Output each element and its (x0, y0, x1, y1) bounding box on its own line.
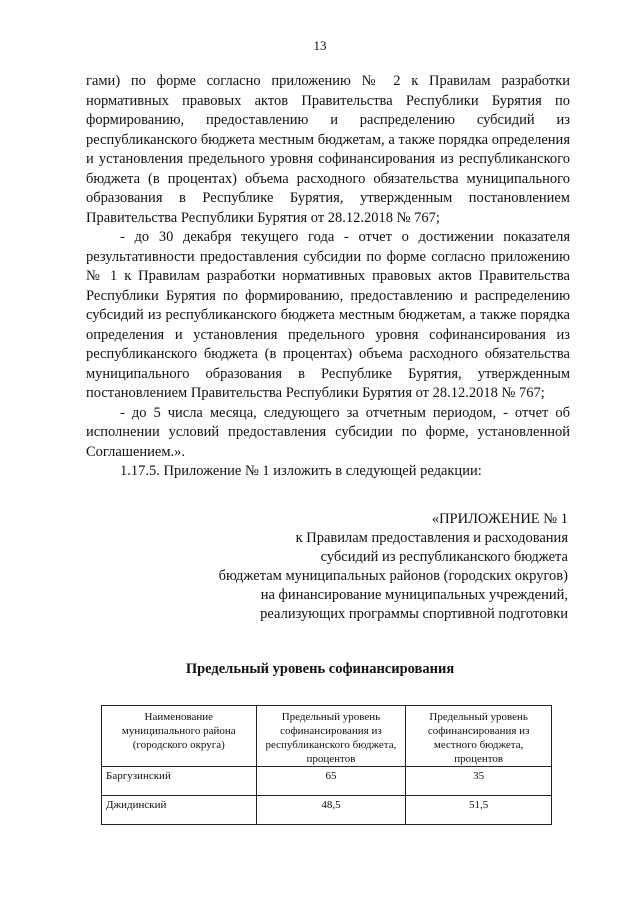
table-header-row (102, 706, 552, 767)
cell-republic-share: 48,5 (256, 796, 406, 825)
header-local-share: Предельный уровень софинансирования из местного бюджета, процентов (406, 706, 552, 767)
appendix-line-6: реализующих программы спортивной подготовки (260, 606, 568, 622)
appendix-line-3: субсидий из республиканского бюджета (320, 549, 568, 565)
paragraph-1: гами) по форме согласно приложению № 2 к Правилам разработки нормативных правовых актов Правительства Республики Бурятия по формированию, предоставлению и распределению субсидий из республиканского бюджета местным бюджетам, а также порядка определения и установления предельного уровня софинансирования из республиканского бюджета (в процентах) объема расходного обязательства муниципального образования в Республике Бурятия, утвержденным постановлением Правительства Республики Бурятия от 28.12.2018 № 767; (86, 73, 570, 226)
cofinancing-table (101, 705, 552, 825)
table-title: Предельный уровень софинансирования (185, 661, 455, 677)
body-text (86, 72, 570, 482)
cell-local-share: 51,5 (406, 796, 552, 825)
cell-municipality: Джидинский (102, 796, 257, 825)
appendix-line-2: к Правилам предоставления и расходования (295, 530, 568, 546)
table-row (102, 796, 552, 825)
appendix-line-1: «ПРИЛОЖЕНИЕ № 1 (431, 511, 568, 527)
appendix-line-5: на финансирование муниципальных учреждений, (260, 587, 568, 603)
table-row (102, 767, 552, 796)
paragraph-2: - до 30 декабря текущего года - отчет о достижении показателя результативности предоставления субсидии по форме согласно приложению № 1 к Правилам разработки нормативных правовых актов Правительства Республики Бурятия по формированию, предоставлению и распределению субсидий из республиканского бюджета местным бюджетам, а также порядка определения и установления предельного уровня софинансирования из республиканского бюджета (в процентах) объема расходного обязательства муниципального образования в Республике Бурятия, утвержденным постановлением Правительства Республики Бурятия от 28.12.2018 № 767; (86, 229, 570, 401)
header-republic-share: Предельный уровень софинансирования из республиканского бюджета, процентов (256, 706, 406, 767)
cell-local-share: 35 (406, 767, 552, 796)
cell-municipality: Баргузинский (102, 767, 257, 796)
appendix-header (168, 510, 568, 624)
cell-republic-share: 65 (256, 767, 406, 796)
page-number: 13 (313, 38, 327, 53)
header-municipality: Наименование муниципального района (городского округа) (102, 706, 257, 767)
appendix-line-4: бюджетам муниципальных районов (городских округов) (218, 568, 568, 584)
paragraph-3: - до 5 числа месяца, следующего за отчетным периодом, - отчет об исполнении условий предоставления субсидии по форме, установленной Соглашением.». (86, 404, 570, 460)
paragraph-4: 1.17.5. Приложение № 1 изложить в следующей редакции: (120, 463, 482, 479)
